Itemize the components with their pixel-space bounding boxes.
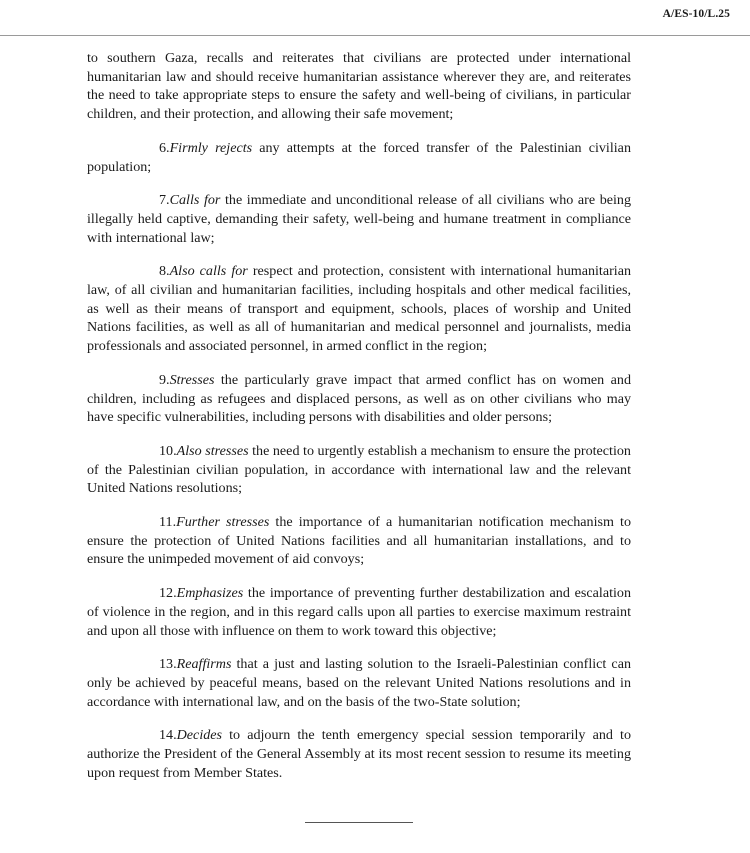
operative-paragraph-12	[87, 584, 631, 640]
paragraph-text: the particularly grave impact that armed conflict has on women and children, including as refugees and displaced persons, as well as on other civilians who may have specific vulnerabilities, including persons with disabilities and older persons;	[87, 371, 631, 426]
continuation-paragraph: to southern Gaza, recalls and reiterates that civilians are protected under international humanitarian law and should receive humanitarian assistance wherever they are, and reiterates the need to take appropriate steps to ensure the safety and well-being of civilians, in particular children, and their protection, and allowing their safe movement;	[87, 50, 631, 123]
header-rule	[0, 35, 750, 36]
operative-paragraph-7	[87, 191, 631, 247]
paragraph-number: 7.	[159, 192, 170, 209]
paragraph-number: 8.	[159, 263, 170, 280]
paragraph-text: the importance of preventing further destabilization and escalation of violence in the region, and in this regard calls upon all parties to exercise maximum restraint and upon all those with influence on them to work toward this objective;	[87, 585, 631, 639]
operative-paragraph-14	[87, 726, 631, 782]
paragraph-number: 11.	[159, 514, 177, 531]
paragraph-number: 12.	[159, 585, 177, 602]
paragraph-text: the need to urgently establish a mechanism to ensure the protection of the Palestinian civilian population, in accordance with international law and the relevant United Nations resolutions;	[87, 442, 631, 497]
operative-verb: Reaffirms	[176, 656, 232, 673]
paragraph-number: 13.	[159, 656, 177, 673]
operative-paragraph-11	[87, 513, 631, 569]
operative-verb: Further stresses	[176, 514, 270, 531]
operative-verb: Decides	[176, 727, 223, 744]
operative-paragraph-6	[87, 139, 631, 176]
paragraph-number: 6.	[159, 139, 170, 156]
operative-paragraph-10	[87, 442, 631, 498]
paragraph-text: any attempts at the forced transfer of the Palestinian civilian population;	[87, 139, 631, 175]
operative-paragraph-9	[87, 371, 631, 427]
document-symbol: A/ES-10/L.25	[662, 8, 730, 20]
paragraph-text: the immediate and unconditional release of all civilians who are being illegally held captive, demanding their safety, well-being and humane treatment in compliance with international law;	[87, 192, 632, 246]
end-of-document-rule	[305, 822, 413, 823]
operative-verb: Calls for	[169, 192, 221, 209]
paragraph-text: respect and protection, consistent with international humanitarian law, of all civilian and humanitarian facilities, including hospitals and other medical facilities, as well as their means of transport and equipment, schools, places of worship and United Nations facilities, as well as all of humanitarian and medical personnel and journalists, media professionals and associated personnel, in armed conflict in the region;	[87, 263, 632, 355]
paragraph-number: 10.	[159, 442, 177, 459]
operative-verb: Emphasizes	[176, 585, 244, 602]
paragraph-text: the importance of a humanitarian notification mechanism to ensure the protection of United Nations facilities and all humanitarian installations, and to ensure the unimpeded movement of aid convoys;	[87, 514, 631, 568]
paragraph-text: that a just and lasting solution to the Israeli-Palestinian conflict can only be achieved by peaceful means, based on the relevant United Nations resolutions and in accordance with international law, and on the basis of the two-State solution;	[87, 656, 631, 710]
operative-verb: Firmly rejects	[169, 139, 253, 156]
operative-verb: Stresses	[169, 371, 215, 388]
operative-paragraph-8	[87, 262, 631, 356]
document-body	[87, 49, 631, 798]
paragraph-number: 14.	[159, 727, 177, 744]
operative-verb: Also calls for	[169, 263, 248, 280]
paragraph-text: to adjourn the tenth emergency special session temporarily and to authorize the President of the General Assembly at its most recent session to resume its meeting upon request from Member States.	[87, 727, 631, 781]
operative-verb: Also stresses	[176, 442, 249, 459]
paragraph-number: 9.	[159, 371, 170, 388]
operative-paragraph-13	[87, 655, 631, 711]
